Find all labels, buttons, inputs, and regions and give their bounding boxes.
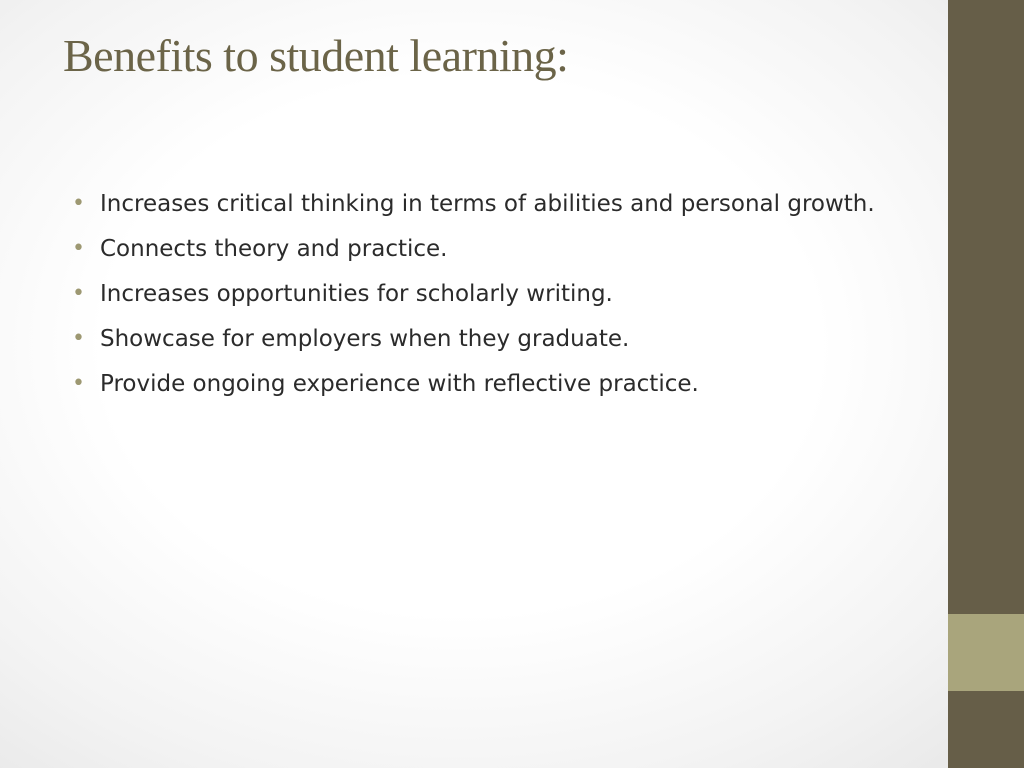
list-item [72, 186, 882, 222]
side-accent-block [948, 614, 1024, 691]
list-item [72, 231, 882, 267]
bullet-text: Increases opportunities for scholarly writing. [100, 281, 613, 307]
bullet-icon: • [72, 191, 85, 216]
bullet-text: Provide ongoing experience with reflective practice. [100, 371, 699, 397]
bullet-icon: • [72, 236, 85, 261]
list-item [72, 366, 882, 402]
bullet-text: Connects theory and practice. [100, 236, 448, 262]
list-item [72, 276, 882, 312]
bullet-text: Increases critical thinking in terms of abilities and personal growth. [100, 191, 875, 217]
slide-title: Benefits to student learning: [63, 30, 569, 81]
bullet-icon: • [72, 371, 85, 396]
list-item [72, 321, 882, 357]
bullet-text: Showcase for employers when they graduate. [100, 326, 630, 352]
bullet-icon: • [72, 281, 85, 306]
bullet-list [72, 186, 882, 411]
bullet-icon: • [72, 326, 85, 351]
